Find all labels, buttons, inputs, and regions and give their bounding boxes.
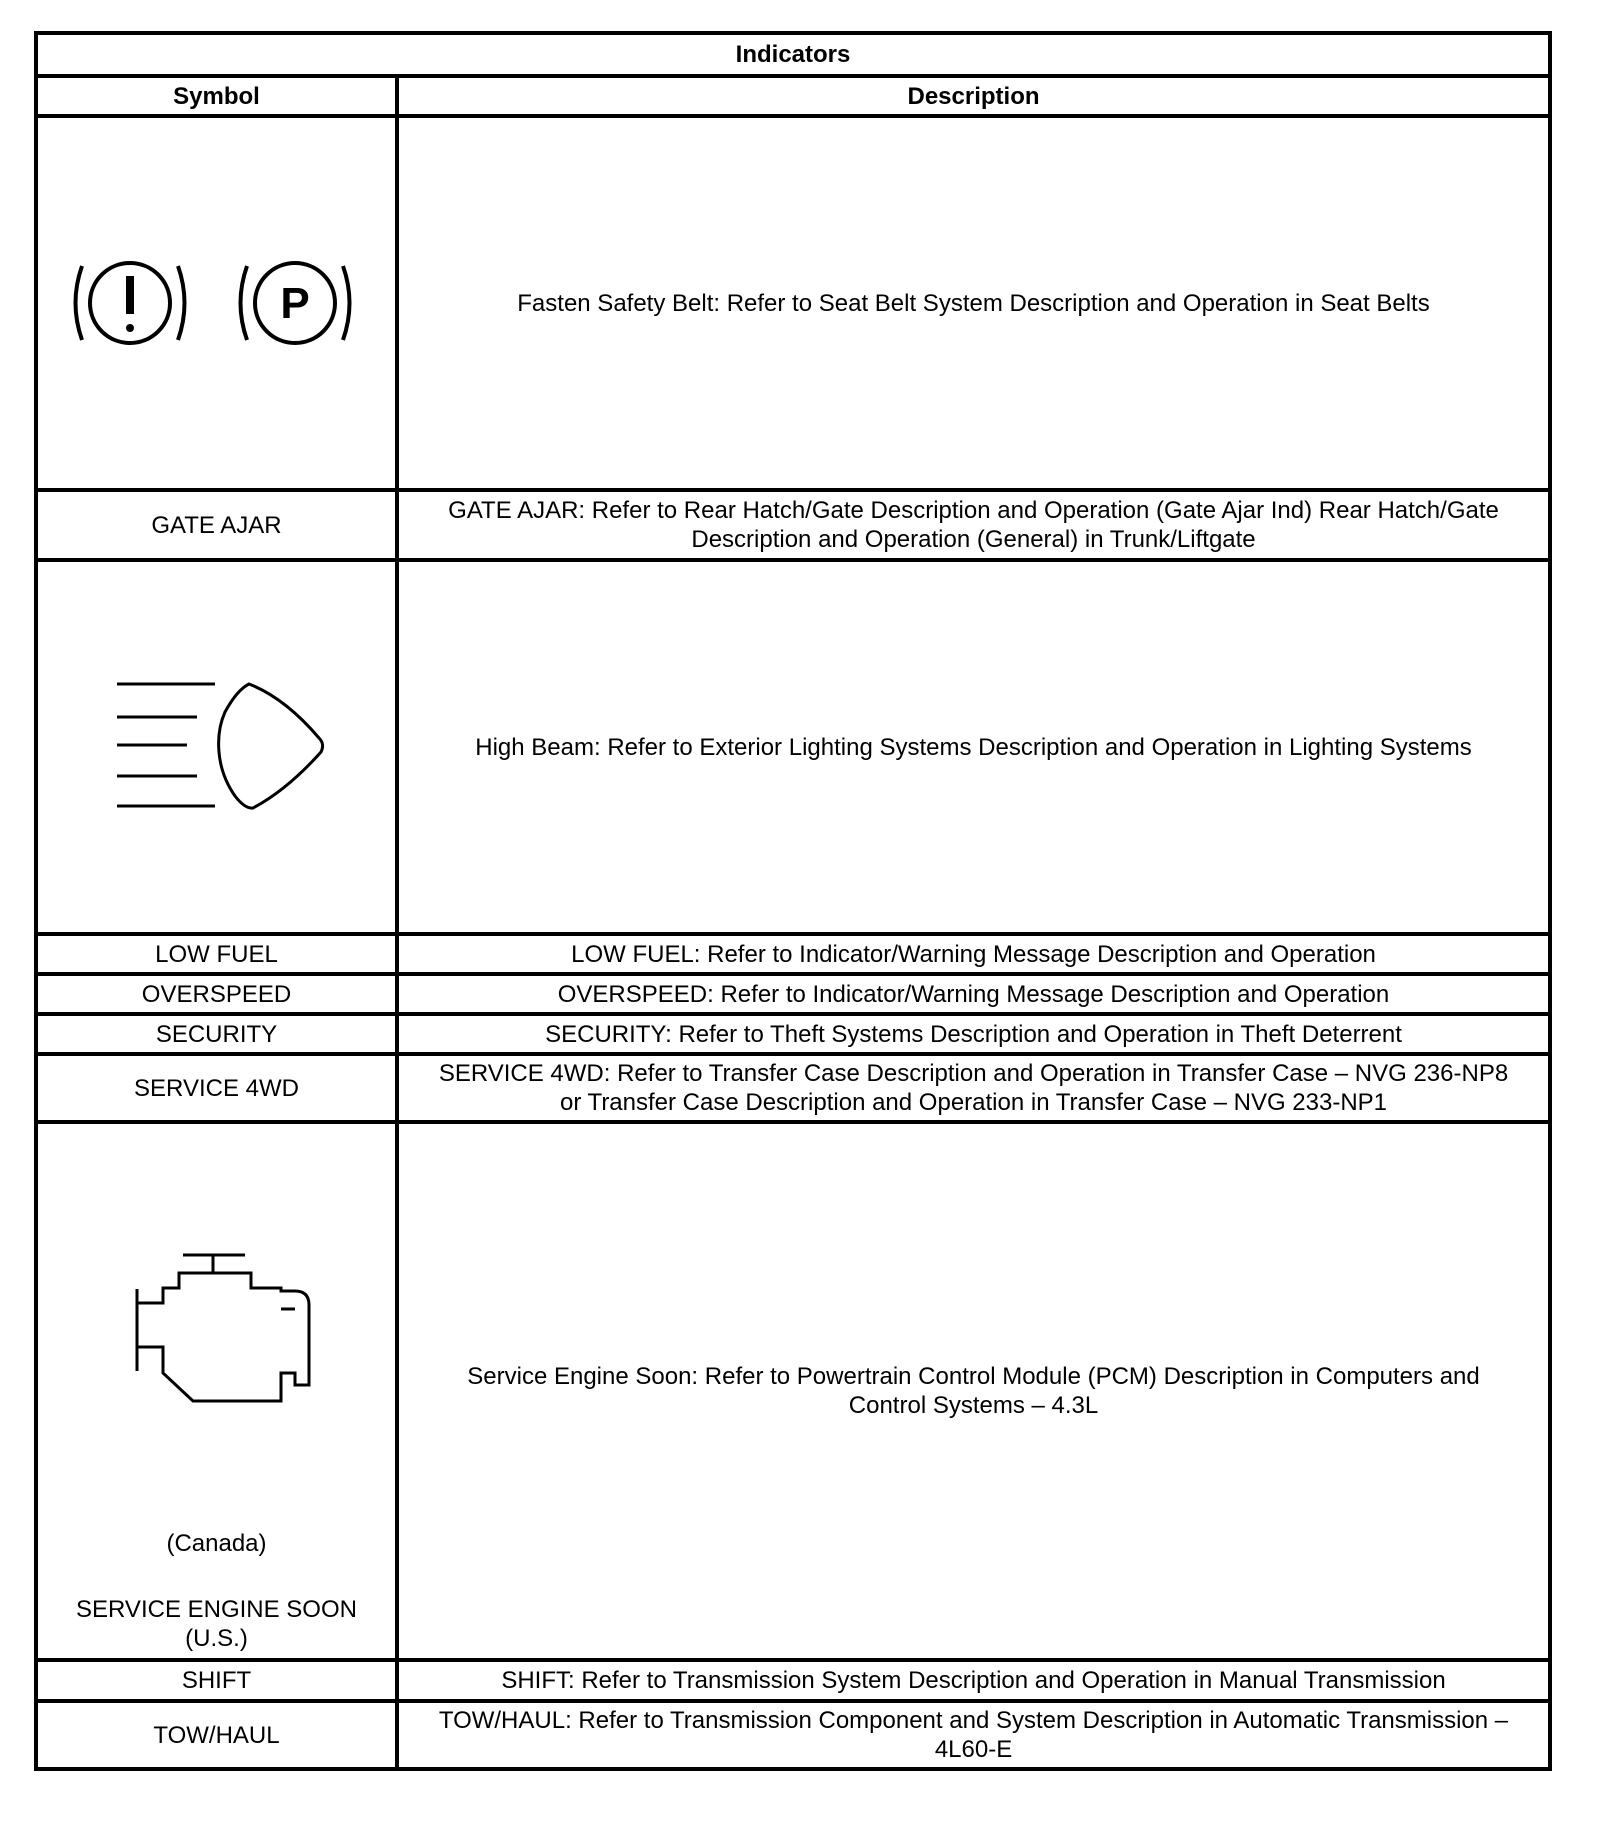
symbol-cell [36,116,397,490]
table-row [36,1701,1550,1769]
description-cell: High Beam: Refer to Exterior Lighting Systems Description and Operation in Lighting Systems [397,560,1550,934]
engine-icon [111,1251,341,1411]
description-line: or Transfer Case Description and Operation in Transfer Case – NVG 233-NP1 [559,1089,1388,1116]
description-cell [397,490,1550,560]
description-line: Service Engine Soon: Refer to Powertrain Control Module (PCM) Description in Computers and [467,1363,1480,1390]
table-row [36,974,1550,1014]
symbol-cell [36,560,397,934]
description-cell: OVERSPEED: Refer to Indicator/Warning Message Description and Operation [397,974,1550,1014]
description-cell: Fasten Safety Belt: Refer to Seat Belt System Description and Operation in Seat Belts [397,116,1550,490]
table-row [36,1014,1550,1054]
table-row [36,1122,1550,1660]
symbol-cell: LOW FUEL [36,934,397,974]
symbol-cell: GATE AJAR [36,490,397,560]
description-line: Control Systems – 4.3L [848,1392,1099,1419]
description-cell: SHIFT: Refer to Transmission System Description and Operation in Manual Transmission [397,1660,1550,1701]
description-line: 4L60-E [934,1736,1013,1763]
symbol-cell: OVERSPEED [36,974,397,1014]
symbol-text: SERVICE ENGINE SOON [76,1596,357,1623]
symbol-text: (U.S.) [185,1625,248,1652]
description-cell: LOW FUEL: Refer to Indicator/Warning Message Description and Operation [397,934,1550,974]
description-cell [397,1701,1550,1769]
symbol-note: (Canada) [166,1530,267,1557]
table-row [36,116,1550,490]
symbol-cell [36,1122,397,1660]
header-symbol: Symbol [36,76,397,116]
description-line: TOW/HAUL: Refer to Transmission Component and System Description in Automatic Transmission – [438,1707,1509,1734]
symbol-cell: SHIFT [36,1660,397,1701]
table-row [36,1660,1550,1701]
high-beam-icon [97,672,337,822]
indicators-table [34,31,1552,1771]
description-cell [397,1054,1550,1122]
park-brake-icon [240,263,349,343]
table-row [36,934,1550,974]
description-cell [397,1122,1550,1660]
brake-warning-icon [75,263,184,343]
table-row [36,1054,1550,1122]
description-line: Description and Operation (General) in Trunk/Liftgate [691,526,1256,553]
description-line: SERVICE 4WD: Refer to Transfer Case Description and Operation in Transfer Case – NVG 236-NP8 [438,1060,1509,1087]
svg-text:P: P [279,279,310,328]
symbol-cell: TOW/HAUL [36,1701,397,1769]
symbol-cell: SERVICE 4WD [36,1054,397,1122]
table-row [36,490,1550,560]
table-row [36,560,1550,934]
header-description: Description [397,76,1550,116]
table-title: Indicators [36,33,1550,76]
seat-belt-park-brake-icons [67,248,367,358]
description-cell: SECURITY: Refer to Theft Systems Description and Operation in Theft Deterrent [397,1014,1550,1054]
description-line: GATE AJAR: Refer to Rear Hatch/Gate Description and Operation (Gate Ajar Ind) Rear Hatch/Gate [448,497,1499,524]
symbol-cell: SECURITY [36,1014,397,1054]
